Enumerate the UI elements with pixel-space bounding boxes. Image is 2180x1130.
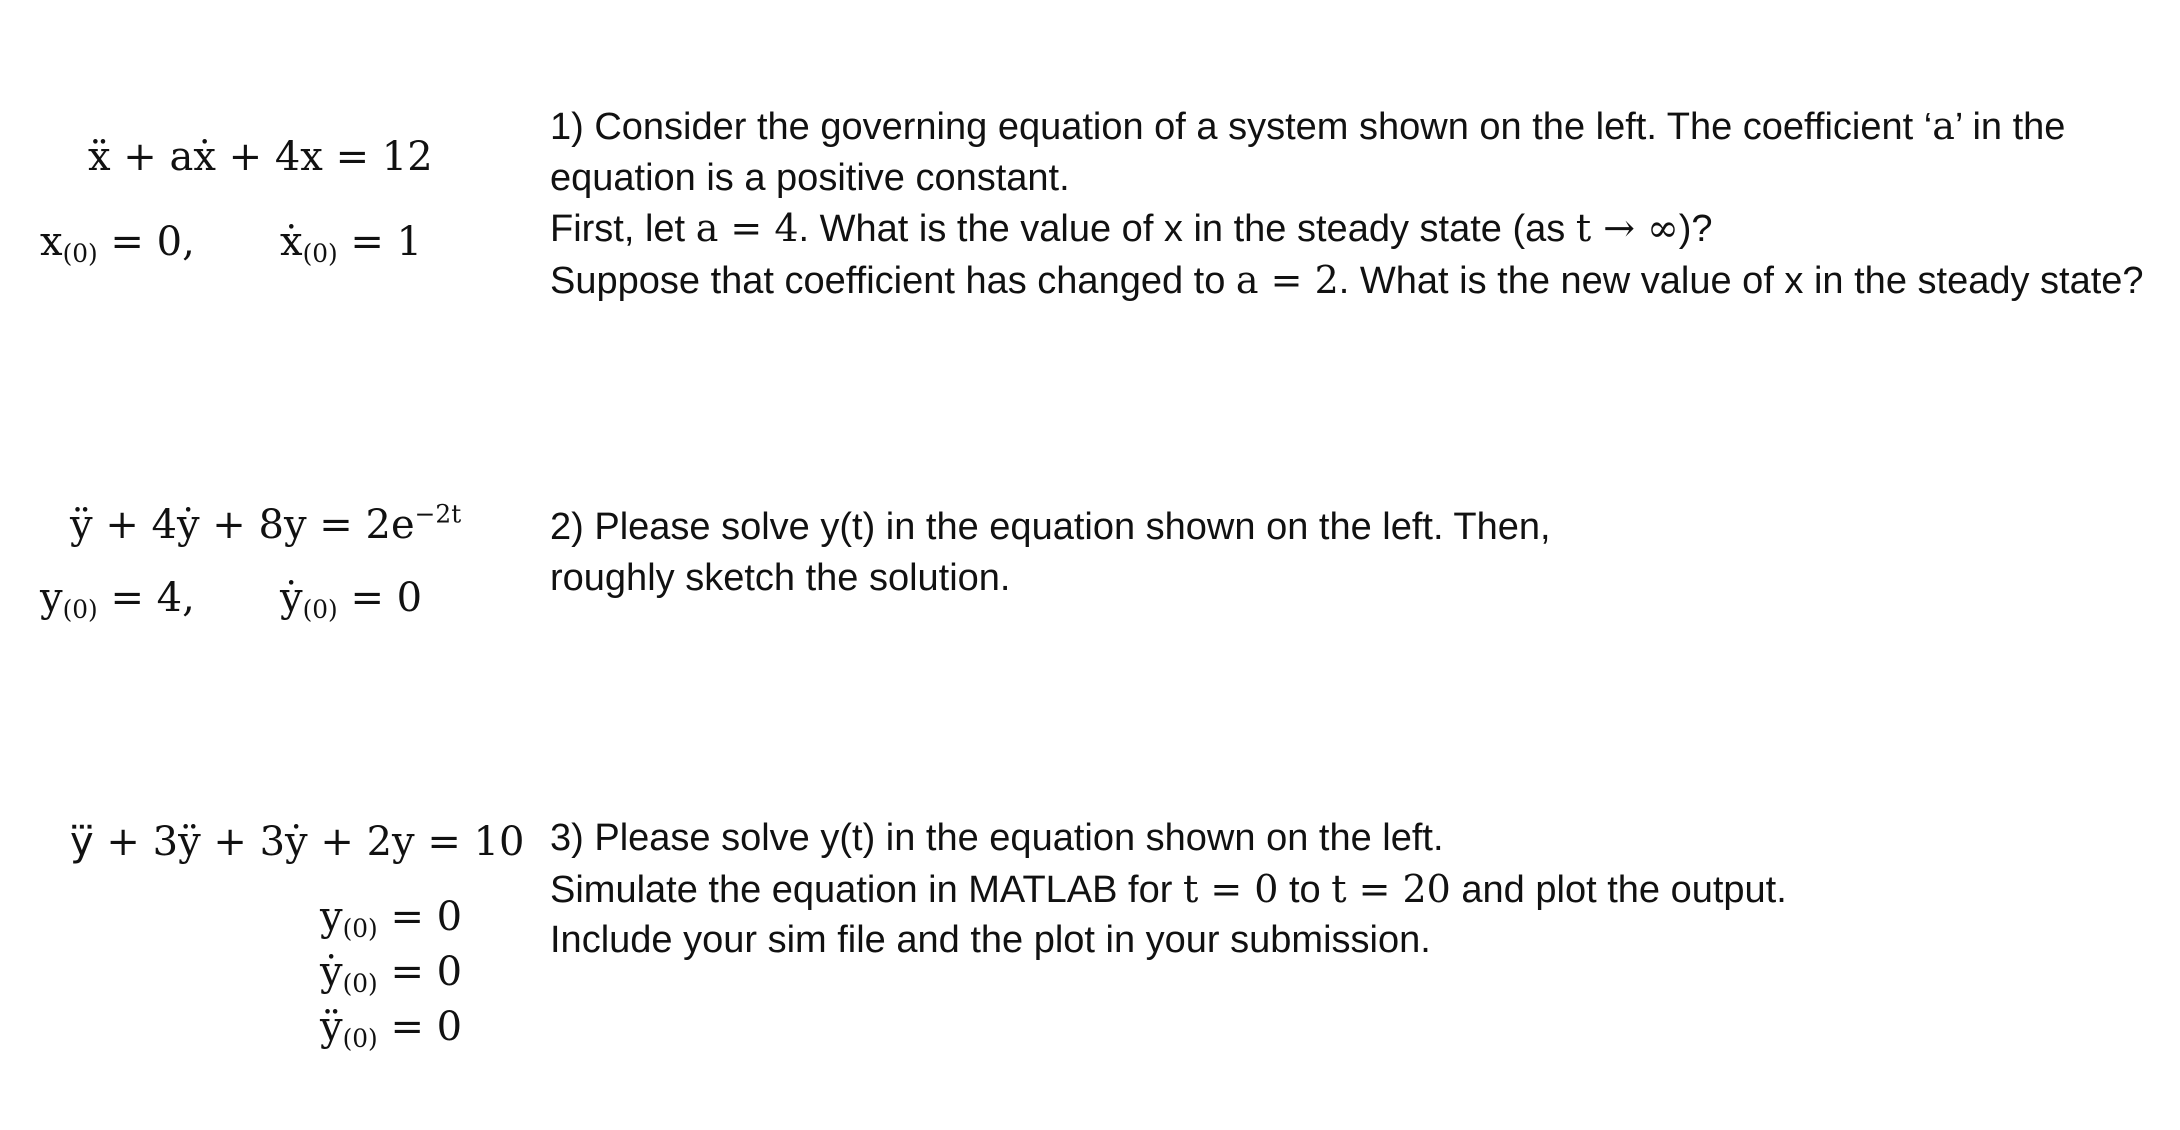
p2-ic-y-var: y	[40, 575, 63, 621]
p3-statement	[550, 813, 1787, 966]
p2-ic-ydot-var: ẏ	[280, 575, 303, 621]
p3-initial-condition-ydot	[320, 949, 463, 998]
p2-ic-y-val: = 4,	[97, 575, 195, 621]
p1-line-3-c: )?	[1678, 208, 1713, 250]
p1-line-1-text: 1) Consider the governing equation of a system shown on the left. The coefficient ‘	[550, 106, 1933, 148]
p3-line-2-a: Simulate the equation in MATLAB for	[550, 868, 1183, 911]
p1-line-4-math: a = 2	[1235, 257, 1339, 302]
p3-equation: y⃛ + 3ÿ + 3ẏ + 2y = 10	[70, 819, 525, 865]
p1-initial-condition-xdot	[280, 219, 423, 268]
p1-line-1-end: ’ in the	[1954, 106, 2066, 148]
p1-line-3-math-2: t → ∞	[1575, 206, 1679, 250]
p1-line-3-a: First, let	[550, 208, 696, 250]
p1-line-4-a: Suppose that coefficient has changed to	[550, 259, 1236, 302]
p3-line-2-math-2: t = 20	[1331, 866, 1451, 911]
p2-ic-ydot-val: = 0	[337, 575, 423, 621]
p2-line-2: roughly sketch the solution.	[550, 556, 1011, 599]
p1-line-3-math-1: a = 4	[695, 206, 799, 250]
p1-equation: ẍ + aẋ + 4x = 12	[88, 134, 433, 180]
p3-line-1: 3) Please solve y(t) in the equation shown on the left.	[550, 817, 1444, 859]
p3-ic2-val: = 0	[377, 949, 463, 995]
p1-ic-x-val: = 0,	[97, 219, 195, 265]
p1-ic-xdot-var: ẋ	[280, 219, 303, 265]
p1-line-1-math: a	[1932, 104, 1955, 148]
p1-statement	[550, 101, 2144, 306]
p1-line-4	[550, 255, 2144, 307]
p3-ic3-var: ÿ	[320, 1004, 343, 1050]
p3-ic3-sub: (0)	[342, 1023, 378, 1053]
p1-line-1	[550, 101, 2144, 153]
p2-equation	[70, 499, 462, 548]
p3-line-3: Include your sim file and the plot in your submission.	[550, 919, 1431, 961]
p2-equation-exponent: −2t	[414, 499, 462, 529]
p3-ic2-sub: (0)	[342, 968, 378, 998]
p1-line-3-b: . What is the value of x in the steady state (as	[798, 208, 1576, 250]
p2-ic-y-sub: (0)	[62, 594, 98, 624]
p3-ic1-sub: (0)	[342, 913, 378, 943]
p3-line-2	[550, 864, 1787, 916]
p3-initial-condition-y	[320, 894, 463, 943]
p2-initial-condition-y	[40, 575, 195, 624]
p1-ic-xdot-val: = 1	[337, 219, 423, 265]
p3-line-2-b: to	[1278, 868, 1332, 911]
p1-ic-x-var: x	[40, 219, 63, 265]
p3-ic1-var: y	[320, 894, 343, 940]
p2-line-1: 2) Please solve y(t) in the equation shown on the left. Then,	[550, 506, 1551, 548]
p3-ic1-val: = 0	[377, 894, 463, 940]
p1-initial-condition-x	[40, 219, 195, 268]
p2-equation-lhs: ÿ + 4ẏ + 8y = 2e	[70, 502, 415, 548]
p3-line-2-math-1: t = 0	[1182, 866, 1279, 911]
p3-line-2-c: and plot the output.	[1450, 868, 1787, 911]
p1-line-4-b: . What is the new value of x in the steady state?	[1338, 259, 2144, 302]
p3-initial-condition-yddot	[320, 1004, 463, 1053]
p1-ic-x-sub: (0)	[62, 238, 98, 268]
p2-ic-ydot-sub: (0)	[302, 594, 338, 624]
p1-line-2: equation is a positive constant.	[550, 156, 1070, 199]
p2-initial-condition-ydot	[280, 575, 423, 624]
p2-statement	[550, 502, 1551, 603]
p3-ic3-val: = 0	[377, 1004, 463, 1050]
p1-line-3	[550, 203, 2144, 255]
p3-ic2-var: ẏ	[320, 949, 343, 995]
p1-ic-xdot-sub: (0)	[302, 238, 338, 268]
